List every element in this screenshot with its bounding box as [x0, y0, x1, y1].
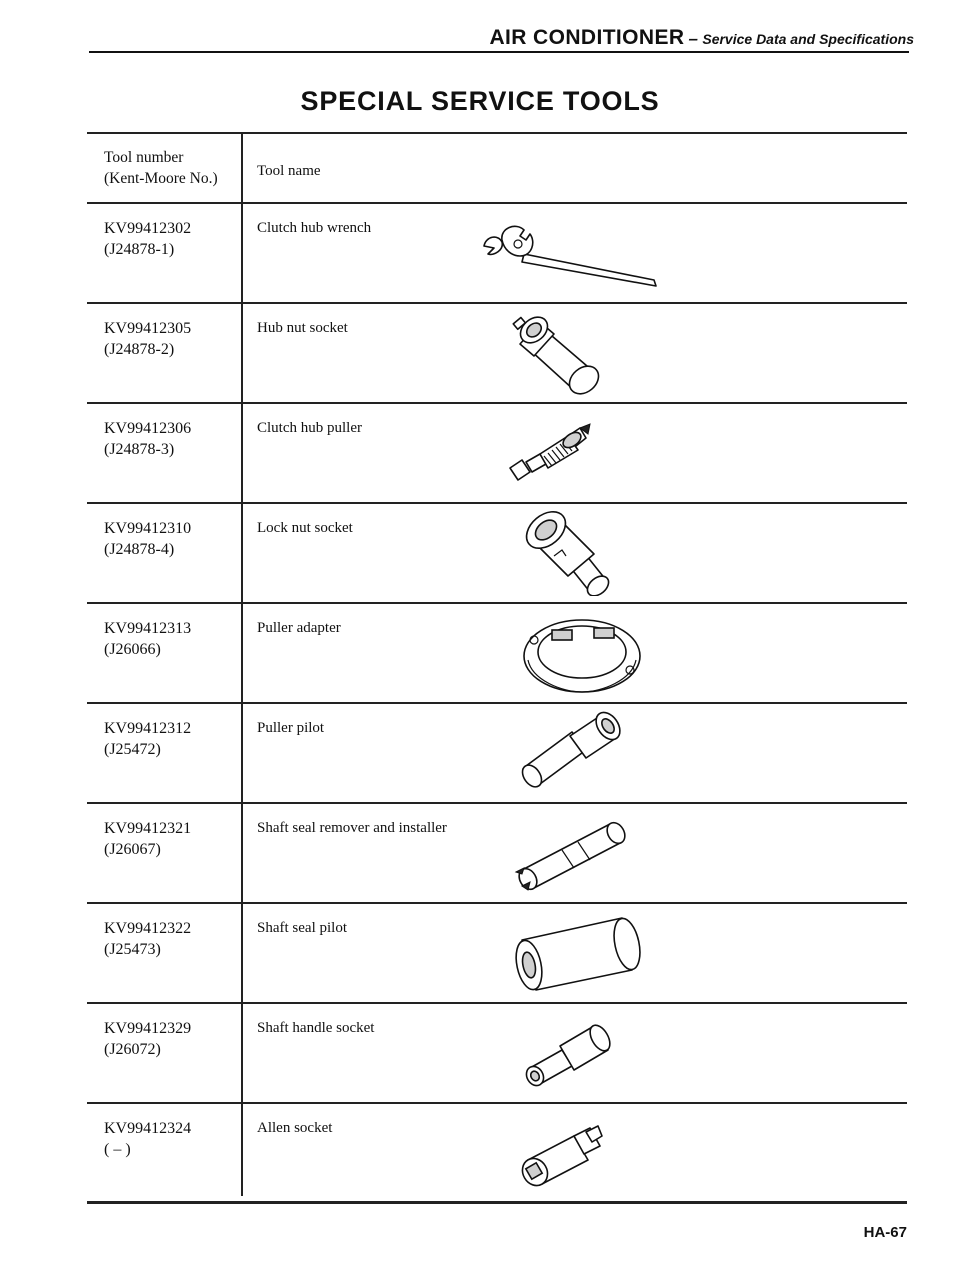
puller-pilot-icon [482, 710, 682, 796]
tool-number: KV99412322 [104, 920, 192, 937]
tool-number-cell [104, 418, 191, 460]
tool-name: Clutch hub wrench [257, 220, 372, 236]
kent-moore-number: (J24878-1) [104, 241, 175, 258]
tool-name: Shaft seal remover and installer [257, 820, 447, 836]
puller-adapter-icon [482, 610, 682, 696]
shaft-seal-pilot-icon [482, 910, 682, 996]
header-section: AIR CONDITIONER [489, 26, 685, 49]
tool-name: Puller pilot [257, 720, 325, 736]
kent-moore-number: (J24878-3) [104, 441, 175, 458]
table-row [87, 704, 907, 804]
allen-socket-icon [482, 1110, 682, 1196]
table-row [87, 504, 907, 604]
kent-moore-number: (J24878-2) [104, 341, 175, 358]
clutch-hub-wrench-icon [482, 210, 682, 296]
tool-number: KV99412310 [104, 520, 192, 537]
table-row [87, 304, 907, 404]
tool-name: Shaft seal pilot [257, 920, 347, 936]
table-row [87, 604, 907, 704]
tool-number-cell [104, 718, 191, 760]
tool-number-cell [104, 1018, 191, 1060]
header-tool-number-line2: (Kent-Moore No.) [104, 170, 218, 187]
header-tool-number [104, 147, 218, 189]
running-header [489, 26, 914, 50]
tool-name: Puller adapter [257, 620, 341, 636]
lock-nut-socket-icon [482, 510, 682, 596]
page-number: HA-67 [863, 1224, 907, 1241]
tool-name: Lock nut socket [257, 520, 353, 536]
shaft-handle-socket-icon [482, 1010, 682, 1096]
tool-number: KV99412306 [104, 420, 192, 437]
tool-name: Allen socket [257, 1120, 333, 1136]
tool-number: KV99412312 [104, 720, 192, 737]
kent-moore-number: (J24878-4) [104, 541, 175, 558]
tool-number: KV99412321 [104, 820, 192, 837]
table-row [87, 1104, 907, 1204]
tool-number-cell [104, 618, 191, 660]
clutch-hub-puller-icon [482, 410, 682, 496]
tool-number-cell [104, 318, 191, 360]
header-separator: – [688, 29, 698, 48]
kent-moore-number: ( – ) [104, 1141, 131, 1158]
kent-moore-number: (J25472) [104, 741, 161, 758]
tool-number-cell [104, 518, 191, 560]
tool-number-cell [104, 218, 191, 260]
kent-moore-number: (J25473) [104, 941, 161, 958]
header-subtitle: Service Data and Specifications [702, 31, 914, 47]
header-rule [89, 51, 909, 53]
table-row [87, 804, 907, 904]
kent-moore-number: (J26066) [104, 641, 161, 658]
header-tool-number-line1: Tool number [104, 149, 184, 166]
tool-name: Clutch hub puller [257, 420, 362, 436]
table-row [87, 904, 907, 1004]
header-tool-name: Tool name [257, 163, 321, 179]
tool-number: KV99412305 [104, 320, 192, 337]
tool-number: KV99412329 [104, 1020, 192, 1037]
tool-name: Hub nut socket [257, 320, 348, 336]
table-row [87, 404, 907, 504]
tool-number-cell [104, 918, 191, 960]
tool-name: Shaft handle socket [257, 1020, 375, 1036]
shaft-seal-remover-icon [482, 810, 682, 896]
hub-nut-socket-icon [482, 310, 682, 396]
table-row [87, 204, 907, 304]
tool-number-cell [104, 1118, 191, 1160]
page-title: SPECIAL SERVICE TOOLS [300, 86, 660, 116]
tool-number: KV99412302 [104, 220, 192, 237]
table-row [87, 1004, 907, 1104]
table-header-row [87, 132, 907, 204]
kent-moore-number: (J26067) [104, 841, 161, 858]
tool-number-cell [104, 818, 191, 860]
tool-number: KV99412313 [104, 620, 192, 637]
tool-number: KV99412324 [104, 1120, 192, 1137]
kent-moore-number: (J26072) [104, 1041, 161, 1058]
